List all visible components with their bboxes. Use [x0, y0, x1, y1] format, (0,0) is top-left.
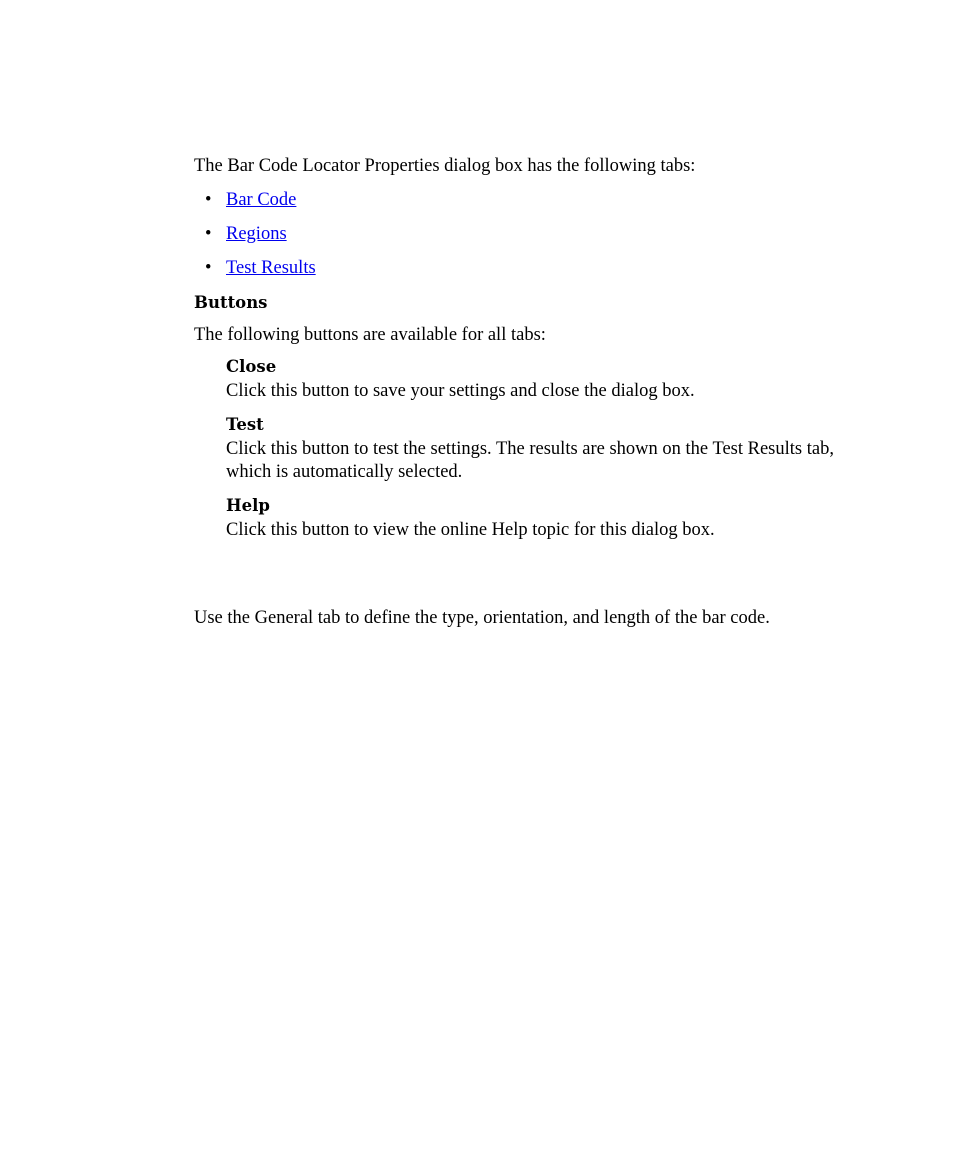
test-button-description: Click this button to test the settings. The results are shown on the Test Results tab, which is automatically selected. [226, 439, 834, 482]
buttons-definition-list [194, 356, 854, 542]
help-button-description: Click this button to view the online Help topic for this dialog box. [226, 520, 715, 540]
buttons-heading: Buttons [194, 293, 268, 312]
bullet-icon: • [205, 258, 212, 278]
document-page [194, 155, 854, 630]
tab-link-list [194, 189, 854, 280]
help-button-term: Help [226, 496, 270, 515]
test-results-tab-link[interactable]: Test Results [226, 258, 316, 278]
list-item [205, 189, 854, 212]
general-tab-text: Use the General tab to define the type, orientation, and length of the bar code. [194, 608, 770, 628]
list-item [205, 223, 854, 246]
bullet-icon: • [205, 190, 212, 210]
close-button-term: Close [226, 357, 277, 376]
regions-tab-link[interactable]: Regions [226, 224, 287, 244]
close-button-description: Click this button to save your settings and close the dialog box. [226, 381, 695, 401]
list-item [205, 257, 854, 280]
bar-code-tab-link[interactable]: Bar Code [226, 190, 297, 210]
buttons-intro-text: The following buttons are available for all tabs: [194, 325, 546, 345]
intro-text: The Bar Code Locator Properties dialog box has the following tabs: [194, 156, 696, 176]
test-button-term: Test [226, 415, 264, 434]
bullet-icon: • [205, 224, 212, 244]
